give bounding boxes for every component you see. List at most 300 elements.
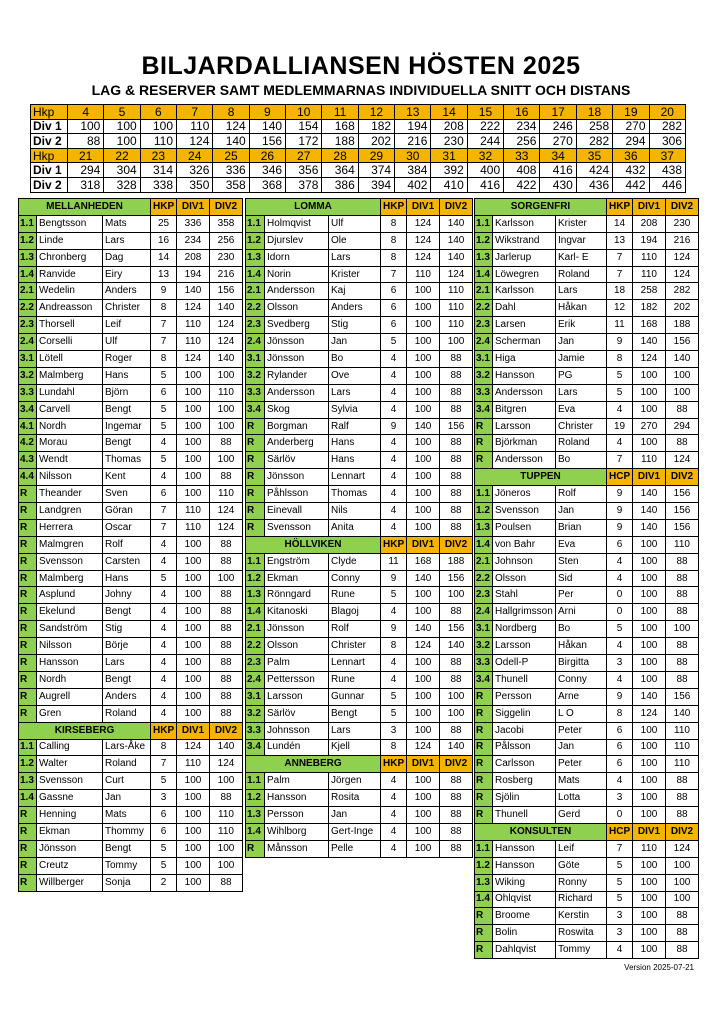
- player-div1: 140: [633, 503, 666, 520]
- player-div2: 100: [440, 587, 473, 604]
- reference-cell: 182: [358, 119, 394, 134]
- player-div1: 182: [633, 300, 666, 317]
- player-hkp: 3: [607, 925, 633, 942]
- column-header: HKP: [381, 536, 407, 553]
- player-firstname: L O: [556, 705, 607, 722]
- player-div1: 124: [407, 249, 440, 266]
- player-div1: 100: [177, 486, 210, 503]
- reference-cell: 416: [540, 163, 576, 178]
- reference-cell: 350: [177, 177, 213, 192]
- team-name: KONSULTEN: [475, 823, 607, 840]
- player-row: [246, 469, 473, 486]
- player-position: 2.3: [475, 587, 493, 604]
- player-surname: Kitanoski: [265, 604, 329, 621]
- player-hkp: 5: [151, 367, 177, 384]
- player-div2: 188: [666, 317, 699, 334]
- player-position: R: [475, 807, 493, 824]
- player-div2: 140: [440, 638, 473, 655]
- player-div1: 194: [633, 232, 666, 249]
- reference-cell: 246: [540, 119, 576, 134]
- reference-cell: 328: [104, 177, 140, 192]
- player-position: R: [475, 773, 493, 790]
- player-firstname: Rune: [329, 671, 381, 688]
- player-position: 1.3: [19, 249, 37, 266]
- reference-row: [31, 148, 686, 163]
- player-div2: 140: [440, 249, 473, 266]
- player-surname: Idorn: [265, 249, 329, 266]
- player-firstname: Christer: [556, 418, 607, 435]
- player-surname: Månsson: [265, 840, 329, 857]
- player-position: 2.2: [19, 300, 37, 317]
- team-header-row: [19, 722, 243, 739]
- player-row: [246, 823, 473, 840]
- player-row: [19, 503, 243, 520]
- player-row: [19, 705, 243, 722]
- reference-cell: 35: [576, 148, 612, 163]
- player-div2: 88: [210, 790, 243, 807]
- player-position: 1.2: [475, 232, 493, 249]
- reference-cell: 19: [613, 105, 649, 120]
- player-surname: Asplund: [37, 587, 103, 604]
- player-div2: 188: [440, 553, 473, 570]
- player-surname: Ekelund: [37, 604, 103, 621]
- player-surname: Henning: [37, 807, 103, 824]
- player-firstname: Jörgen: [329, 773, 381, 790]
- player-hkp: 9: [381, 570, 407, 587]
- player-hkp: 3: [607, 655, 633, 672]
- player-firstname: Ulf: [329, 215, 381, 232]
- player-surname: Odell-P: [493, 655, 556, 672]
- player-div1: 100: [407, 384, 440, 401]
- player-div1: 100: [177, 401, 210, 418]
- player-surname: Larsson: [493, 418, 556, 435]
- player-div2: 216: [210, 266, 243, 283]
- player-row: [19, 536, 243, 553]
- player-position: R: [19, 536, 37, 553]
- player-row: [246, 266, 473, 283]
- player-firstname: Bengt: [103, 435, 151, 452]
- column-header: DIV1: [633, 823, 666, 840]
- player-firstname: Bengt: [103, 604, 151, 621]
- player-div1: 100: [407, 604, 440, 621]
- reference-cell: 294: [613, 134, 649, 149]
- reference-cell: 318: [68, 177, 104, 192]
- reference-cell: 124: [177, 134, 213, 149]
- player-row: [246, 317, 473, 334]
- player-hkp: 9: [381, 418, 407, 435]
- player-div2: 124: [666, 840, 699, 857]
- player-row: [19, 232, 243, 249]
- reference-cell: 8: [213, 105, 249, 120]
- player-row: [246, 790, 473, 807]
- player-div1: 100: [177, 469, 210, 486]
- player-div2: 100: [666, 384, 699, 401]
- player-surname: Andersson: [265, 283, 329, 300]
- player-position: R: [246, 503, 265, 520]
- player-surname: Gassne: [37, 790, 103, 807]
- player-div1: 100: [177, 604, 210, 621]
- player-hkp: 6: [607, 756, 633, 773]
- player-hkp: 8: [381, 739, 407, 756]
- reference-cell: 424: [576, 163, 612, 178]
- team-column-3: [474, 198, 699, 959]
- player-surname: Corselli: [37, 334, 103, 351]
- team-header-row: [246, 756, 473, 773]
- player-div1: 208: [633, 215, 666, 232]
- player-position: 1.1: [19, 739, 37, 756]
- player-firstname: Håkan: [556, 638, 607, 655]
- player-row: [475, 536, 699, 553]
- player-surname: Anderberg: [265, 435, 329, 452]
- player-position: R: [475, 452, 493, 469]
- player-firstname: Bengt: [329, 705, 381, 722]
- player-row: [246, 739, 473, 756]
- player-firstname: Lars: [556, 384, 607, 401]
- player-hkp: 5: [381, 587, 407, 604]
- player-position: R: [475, 790, 493, 807]
- player-row: [19, 249, 243, 266]
- player-firstname: Hans: [103, 367, 151, 384]
- player-firstname: Kerstin: [556, 908, 607, 925]
- player-div2: 88: [666, 655, 699, 672]
- player-position: 4.3: [19, 452, 37, 469]
- player-position: 1.1: [475, 840, 493, 857]
- team-name: KIRSEBERG: [19, 722, 151, 739]
- player-position: R: [246, 840, 265, 857]
- player-hkp: 7: [607, 249, 633, 266]
- column-header: HCP: [607, 469, 633, 486]
- player-surname: Ekman: [37, 823, 103, 840]
- player-position: 2.1: [19, 283, 37, 300]
- player-surname: Ranvide: [37, 266, 103, 283]
- player-firstname: Eiry: [103, 266, 151, 283]
- player-firstname: Rosita: [329, 790, 381, 807]
- reference-cell: 374: [358, 163, 394, 178]
- player-surname: Svedberg: [265, 317, 329, 334]
- player-div2: 88: [440, 840, 473, 857]
- player-row: [246, 503, 473, 520]
- reference-cell: 222: [467, 119, 503, 134]
- player-firstname: Lotta: [556, 790, 607, 807]
- player-firstname: Thomas: [329, 486, 381, 503]
- player-hkp: 9: [151, 283, 177, 300]
- column-header: DIV2: [440, 199, 473, 216]
- player-row: [246, 604, 473, 621]
- player-row: [246, 351, 473, 368]
- player-hkp: 5: [607, 874, 633, 891]
- player-hkp: 4: [151, 655, 177, 672]
- player-row: [246, 671, 473, 688]
- player-position: 1.4: [246, 266, 265, 283]
- reference-cell: 436: [576, 177, 612, 192]
- team-name: ANNEBERG: [246, 756, 381, 773]
- player-div1: 100: [177, 536, 210, 553]
- player-div1: 100: [407, 503, 440, 520]
- player-div2: 100: [210, 401, 243, 418]
- player-row: [475, 908, 699, 925]
- player-row: [19, 638, 243, 655]
- player-position: R: [19, 705, 37, 722]
- player-surname: Nilsson: [37, 638, 103, 655]
- player-hkp: 9: [607, 334, 633, 351]
- player-row: [19, 401, 243, 418]
- player-firstname: Rolf: [556, 486, 607, 503]
- player-div1: 110: [633, 452, 666, 469]
- player-row: [19, 671, 243, 688]
- player-hkp: 5: [151, 840, 177, 857]
- player-surname: Rosberg: [493, 773, 556, 790]
- player-div2: 88: [210, 604, 243, 621]
- reference-cell: 88: [68, 134, 104, 149]
- player-surname: Nordberg: [493, 621, 556, 638]
- reference-cell: 33: [504, 148, 540, 163]
- player-position: R: [19, 688, 37, 705]
- team-header-row: [475, 199, 699, 216]
- player-surname: Rönngard: [265, 587, 329, 604]
- player-div1: 100: [177, 823, 210, 840]
- player-firstname: Stig: [329, 317, 381, 334]
- reference-cell: 16: [504, 105, 540, 120]
- player-firstname: Anders: [103, 283, 151, 300]
- player-position: 3.1: [19, 351, 37, 368]
- player-div1: 100: [633, 739, 666, 756]
- player-row: [19, 790, 243, 807]
- column-header: DIV2: [440, 756, 473, 773]
- player-hkp: 4: [381, 807, 407, 824]
- reference-cell: 124: [213, 119, 249, 134]
- player-hkp: 6: [607, 536, 633, 553]
- player-row: [19, 435, 243, 452]
- player-firstname: Arni: [556, 604, 607, 621]
- player-div1: 100: [633, 604, 666, 621]
- player-div1: 336: [177, 215, 210, 232]
- player-div2: 100: [666, 857, 699, 874]
- player-firstname: Per: [556, 587, 607, 604]
- player-hkp: 5: [151, 401, 177, 418]
- player-position: 4.2: [19, 435, 37, 452]
- player-firstname: Lars: [103, 655, 151, 672]
- player-hkp: 4: [607, 435, 633, 452]
- player-position: 3.4: [246, 739, 265, 756]
- player-surname: Theander: [37, 486, 103, 503]
- player-div1: 140: [633, 334, 666, 351]
- player-row: [19, 384, 243, 401]
- player-position: 1.2: [246, 790, 265, 807]
- player-hkp: 9: [607, 519, 633, 536]
- player-position: 2.1: [246, 283, 265, 300]
- player-firstname: Thommy: [103, 823, 151, 840]
- player-firstname: Göran: [103, 503, 151, 520]
- reference-cell: 26: [249, 148, 285, 163]
- player-row: [475, 435, 699, 452]
- player-surname: Norin: [265, 266, 329, 283]
- player-row: [475, 351, 699, 368]
- player-position: R: [19, 621, 37, 638]
- player-row: [246, 722, 473, 739]
- player-row: [246, 401, 473, 418]
- player-div2: 124: [210, 334, 243, 351]
- player-firstname: Kent: [103, 469, 151, 486]
- player-position: R: [19, 840, 37, 857]
- reference-row: [31, 163, 686, 178]
- player-div2: 110: [666, 739, 699, 756]
- player-row: [475, 519, 699, 536]
- reference-cell: 32: [467, 148, 503, 163]
- column-header: DIV2: [666, 199, 699, 216]
- player-firstname: Lars: [103, 232, 151, 249]
- player-firstname: Ingemar: [103, 418, 151, 435]
- player-hkp: 8: [151, 739, 177, 756]
- player-surname: Wedelin: [37, 283, 103, 300]
- player-row: [19, 570, 243, 587]
- player-hkp: 5: [607, 857, 633, 874]
- player-firstname: Roland: [103, 756, 151, 773]
- player-div1: 270: [633, 418, 666, 435]
- player-position: 2.2: [475, 570, 493, 587]
- player-position: 2.2: [246, 638, 265, 655]
- player-div1: 100: [407, 655, 440, 672]
- player-hkp: 2: [151, 874, 177, 891]
- player-hkp: 4: [151, 705, 177, 722]
- player-div1: 100: [633, 773, 666, 790]
- player-position: 3.3: [246, 722, 265, 739]
- player-row: [19, 604, 243, 621]
- player-hkp: 4: [607, 773, 633, 790]
- player-div1: 100: [177, 705, 210, 722]
- player-div1: 100: [633, 536, 666, 553]
- player-row: [246, 334, 473, 351]
- player-position: 1.3: [246, 587, 265, 604]
- player-hkp: 12: [607, 300, 633, 317]
- player-surname: Engström: [265, 553, 329, 570]
- player-hkp: 5: [151, 418, 177, 435]
- player-position: R: [475, 942, 493, 959]
- reference-cell: 17: [540, 105, 576, 120]
- player-hkp: 4: [381, 452, 407, 469]
- player-surname: Landgren: [37, 503, 103, 520]
- player-div2: 110: [210, 823, 243, 840]
- player-hkp: 8: [381, 232, 407, 249]
- player-hkp: 3: [381, 722, 407, 739]
- player-div1: 100: [633, 925, 666, 942]
- player-hkp: 5: [607, 367, 633, 384]
- player-hkp: 11: [381, 553, 407, 570]
- player-hkp: 5: [607, 621, 633, 638]
- reference-cell: 394: [358, 177, 394, 192]
- player-div1: 124: [177, 351, 210, 368]
- player-row: [19, 688, 243, 705]
- reference-cell: 100: [68, 119, 104, 134]
- player-position: R: [19, 553, 37, 570]
- player-div1: 100: [407, 452, 440, 469]
- player-hkp: 4: [151, 621, 177, 638]
- player-row: [475, 756, 699, 773]
- player-position: R: [475, 925, 493, 942]
- player-div2: 124: [210, 503, 243, 520]
- player-firstname: Lars: [329, 722, 381, 739]
- player-row: [19, 857, 243, 874]
- reference-cell: 12: [358, 105, 394, 120]
- player-div1: 100: [407, 807, 440, 824]
- player-hkp: 8: [607, 351, 633, 368]
- player-div1: 100: [407, 840, 440, 857]
- team-name: MELLANHEDEN: [19, 199, 151, 216]
- player-div1: 100: [177, 435, 210, 452]
- player-position: 2.4: [19, 334, 37, 351]
- player-surname: Bitgren: [493, 401, 556, 418]
- player-hkp: 5: [151, 570, 177, 587]
- player-div1: 140: [407, 570, 440, 587]
- team-header-row: [246, 199, 473, 216]
- player-surname: Willberger: [37, 874, 103, 891]
- player-firstname: Rolf: [329, 621, 381, 638]
- player-surname: Larsson: [265, 688, 329, 705]
- player-firstname: Sylvia: [329, 401, 381, 418]
- player-div1: 100: [633, 722, 666, 739]
- reference-row-label: Div 1: [31, 119, 68, 134]
- player-div1: 100: [177, 688, 210, 705]
- player-surname: Augrell: [37, 688, 103, 705]
- player-hkp: 18: [607, 283, 633, 300]
- reference-cell: 438: [649, 163, 686, 178]
- column-header: HKP: [381, 199, 407, 216]
- player-hkp: 25: [151, 215, 177, 232]
- player-row: [246, 300, 473, 317]
- player-firstname: Stig: [103, 621, 151, 638]
- player-div1: 100: [177, 452, 210, 469]
- player-div1: 110: [177, 317, 210, 334]
- player-row: [246, 688, 473, 705]
- player-div1: 100: [633, 790, 666, 807]
- player-hkp: 11: [607, 317, 633, 334]
- player-row: [475, 739, 699, 756]
- player-hkp: 9: [607, 688, 633, 705]
- team-header-row: [19, 199, 243, 216]
- player-surname: Olsson: [493, 570, 556, 587]
- player-position: R: [475, 908, 493, 925]
- player-div1: 100: [633, 638, 666, 655]
- player-row: [19, 283, 243, 300]
- player-position: R: [19, 604, 37, 621]
- player-firstname: Bo: [556, 452, 607, 469]
- player-div2: 88: [666, 925, 699, 942]
- player-position: 2.2: [246, 300, 265, 317]
- player-position: 2.4: [475, 334, 493, 351]
- player-div2: 140: [440, 739, 473, 756]
- player-position: 3.3: [475, 384, 493, 401]
- player-position: 1.2: [475, 857, 493, 874]
- player-surname: Andersson: [493, 452, 556, 469]
- player-surname: Rylander: [265, 367, 329, 384]
- player-div1: 234: [177, 232, 210, 249]
- reference-cell: 258: [576, 119, 612, 134]
- player-position: 1.4: [19, 266, 37, 283]
- player-firstname: Bengt: [103, 840, 151, 857]
- player-div1: 168: [407, 553, 440, 570]
- reference-cell: 172: [286, 134, 322, 149]
- player-firstname: Gerd: [556, 807, 607, 824]
- player-position: 2.4: [246, 334, 265, 351]
- player-surname: Ekman: [265, 570, 329, 587]
- column-header: DIV2: [210, 199, 243, 216]
- player-hkp: 14: [151, 249, 177, 266]
- player-row: [19, 773, 243, 790]
- player-row: [475, 367, 699, 384]
- player-position: 3.2: [475, 638, 493, 655]
- player-div2: 156: [440, 621, 473, 638]
- player-hkp: 6: [381, 283, 407, 300]
- reference-cell: 34: [540, 148, 576, 163]
